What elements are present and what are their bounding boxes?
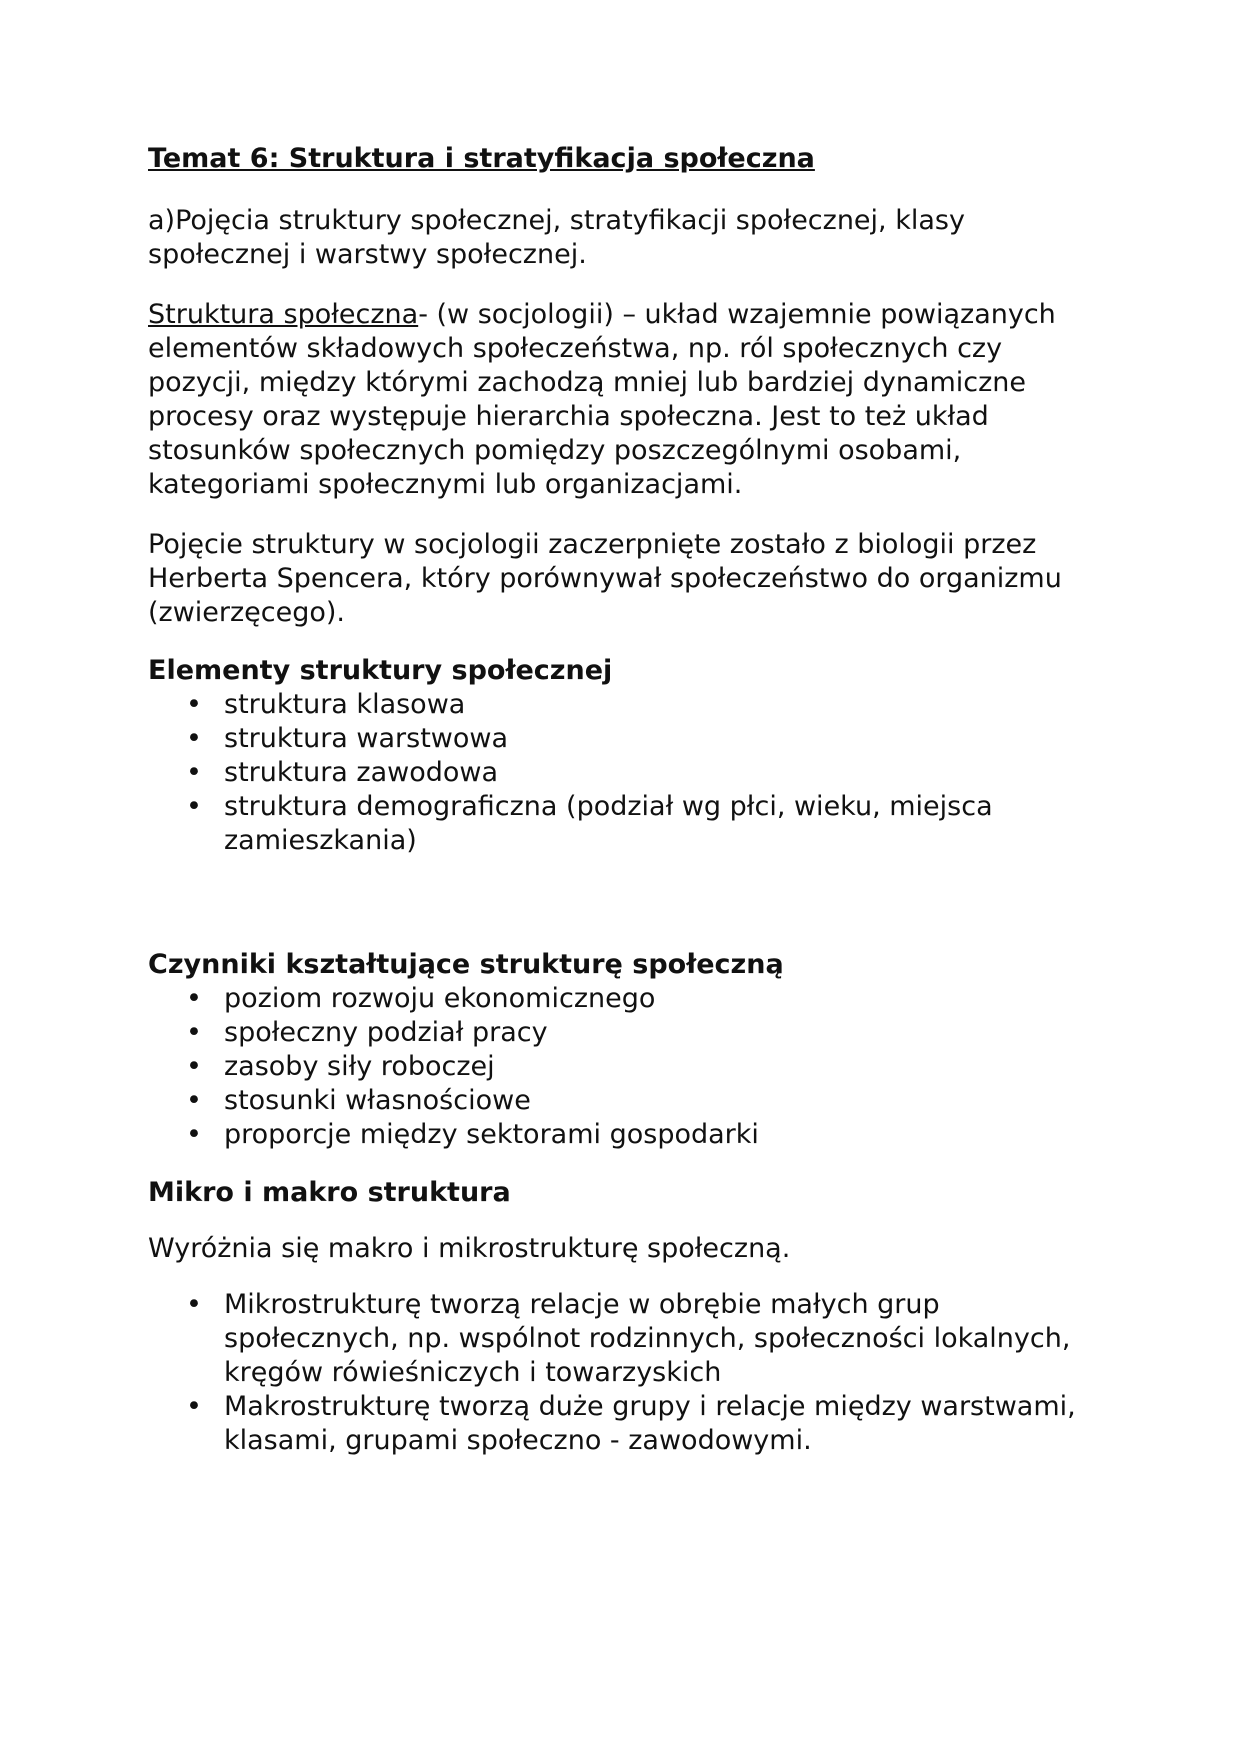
- micro-macro-heading: Mikro i makro struktura: [148, 1177, 511, 1208]
- factors-list: [148, 982, 1088, 1152]
- document-page: [148, 142, 1088, 1458]
- origin-paragraph: Pojęcie struktury w socjologii zaczerpnięte zostało z biologii przez Herberta Spencera, który porównywał społeczeństwo do organizmu (zwierzęcego).: [148, 529, 1062, 628]
- list-item: • proporcje między sektorami gospodarki: [148, 1118, 1088, 1152]
- definition-term: Struktura społeczna: [148, 299, 419, 330]
- micro-macro-paragraph: Wyróżnia się makro i mikrostrukturę społeczną.: [148, 1233, 791, 1264]
- list-item: • zasoby siły roboczej: [148, 1050, 1088, 1084]
- intro-paragraph: a)Pojęcia struktury społecznej, stratyfikacji społecznej, klasy społecznej i warstwy społecznej.: [148, 205, 965, 270]
- list-item: • Mikrostrukturę tworzą relacje w obrębie małych grup społecznych, np. wspólnot rodzinnych, społeczności lokalnych, kręgów rówieśniczych i towarzyskich: [148, 1288, 1088, 1390]
- list-item: • struktura klasowa: [148, 688, 1088, 722]
- list-item: • Makrostrukturę tworzą duże grupy i relacje między warstwami, klasami, grupami społeczno - zawodowymi.: [148, 1390, 1088, 1458]
- list-item: • społeczny podział pracy: [148, 1016, 1088, 1050]
- definition-paragraph: [148, 298, 1088, 502]
- elements-list: [148, 688, 1088, 858]
- list-item: • struktura zawodowa: [148, 756, 1088, 790]
- micro-macro-list: [148, 1288, 1088, 1458]
- list-item: • struktura demograficzna (podział wg płci, wieku, miejsca zamieszkania): [148, 790, 1088, 858]
- list-item: • poziom rozwoju ekonomicznego: [148, 982, 1088, 1016]
- list-item: • stosunki własnościowe: [148, 1084, 1088, 1118]
- definition-text: - (w socjologii) – układ wzajemnie powiązanych elementów składowych społeczeństwa, np. ról społecznych czy pozycji, między którymi zachodzą mniej lub bardziej dynamiczne procesy oraz występuje hierarchia społeczna. Jest to też układ stosunków społecznych pomiędzy poszczególnymi osobami, kategoriami społecznymi lub organizacjami.: [148, 299, 1056, 500]
- document-title: Temat 6: Struktura i stratyfikacja społeczna: [148, 143, 815, 174]
- elements-heading: Elementy struktury społecznej: [148, 655, 613, 686]
- list-item: • struktura warstwowa: [148, 722, 1088, 756]
- factors-heading: Czynniki kształtujące strukturę społeczną: [148, 949, 784, 980]
